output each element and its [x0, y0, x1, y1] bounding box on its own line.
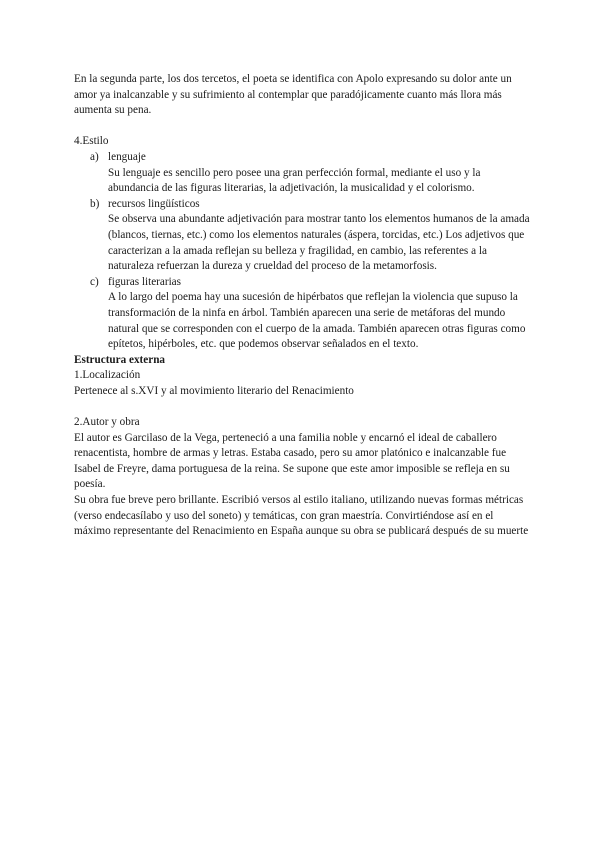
list-item	[74, 275, 530, 353]
localizacion-text: Pertenece al s.XVI y al movimiento literario del Renacimiento	[74, 384, 354, 397]
list-item-text: Su lenguaje es sencillo pero posee una gran perfección formal, mediante el uso y la abundancia de las figuras literarias, la adjetivación, la musicalidad y el colorismo.	[108, 166, 481, 195]
localizacion-heading: 1.Localización	[74, 369, 141, 382]
autor-paragraph: El autor es Garcilaso de la Vega, perteneció a una familia noble y encarnó el ideal de caballero renacentista, hombre de armas y letras. Estaba casado, pero su amor platónico e inalcanzable fue Isabel de Freyre, dama portuguesa de la reina. Se supone que este amor imposible se refleja en su poesía.	[74, 431, 510, 491]
estructura-externa-heading: Estructura externa	[74, 353, 166, 366]
list-item-title: figuras literarias	[108, 275, 181, 288]
list-item-title: lenguaje	[108, 150, 146, 163]
spacer	[74, 399, 530, 415]
estilo-heading: 4.Estilo	[74, 135, 109, 148]
list-marker: a)	[90, 150, 99, 163]
estilo-list	[74, 150, 530, 353]
list-item	[74, 150, 530, 197]
list-item	[74, 197, 530, 275]
intro-paragraph: En la segunda parte, los dos tercetos, el poeta se identifica con Apolo expresando su dolor ante un amor ya inalcanzable y su sufrimiento al contemplar que paradójicamente cuanto más llora más aumenta su pena.	[74, 73, 512, 117]
list-marker: c)	[90, 275, 99, 288]
list-item-text: Se observa una abundante adjetivación para mostrar tanto los elementos humanos de la amada (blancos, tiernas, etc.) como los elementos naturales (áspera, torcidas, etc.) Los adjetivos que caracterizan a la amada reflejan su belleza y fragilidad, en cambio, las referentes a la naturaleza refuerzan la dureza y crueldad del proceso de la metamorfosis.	[108, 213, 530, 273]
list-marker: b)	[90, 197, 100, 210]
obra-paragraph: Su obra fue breve pero brillante. Escribió versos al estilo italiano, utilizando nuevas formas métricas (verso endecasílabo y uso del soneto) y temáticas, con gran maestría. Convirtiéndose así en el máximo representante del Renacimiento en España aunque su obra se publicará después de su muerte	[74, 494, 529, 538]
list-item-text: A lo largo del poema hay una sucesión de hipérbatos que reflejan la violencia que supuso la transformación de la ninfa en árbol. También aparecen una serie de metáforas del mundo natural que se corresponden con el cuerpo de la amada. También aparecen otras figuras como epítetos, hipérboles, etc. que podemos observar señalados en el texto.	[108, 291, 526, 351]
autor-obra-heading: 2.Autor y obra	[74, 416, 140, 429]
spacer	[74, 119, 530, 135]
list-item-title: recursos lingüísticos	[108, 197, 200, 210]
document-body	[74, 72, 530, 540]
